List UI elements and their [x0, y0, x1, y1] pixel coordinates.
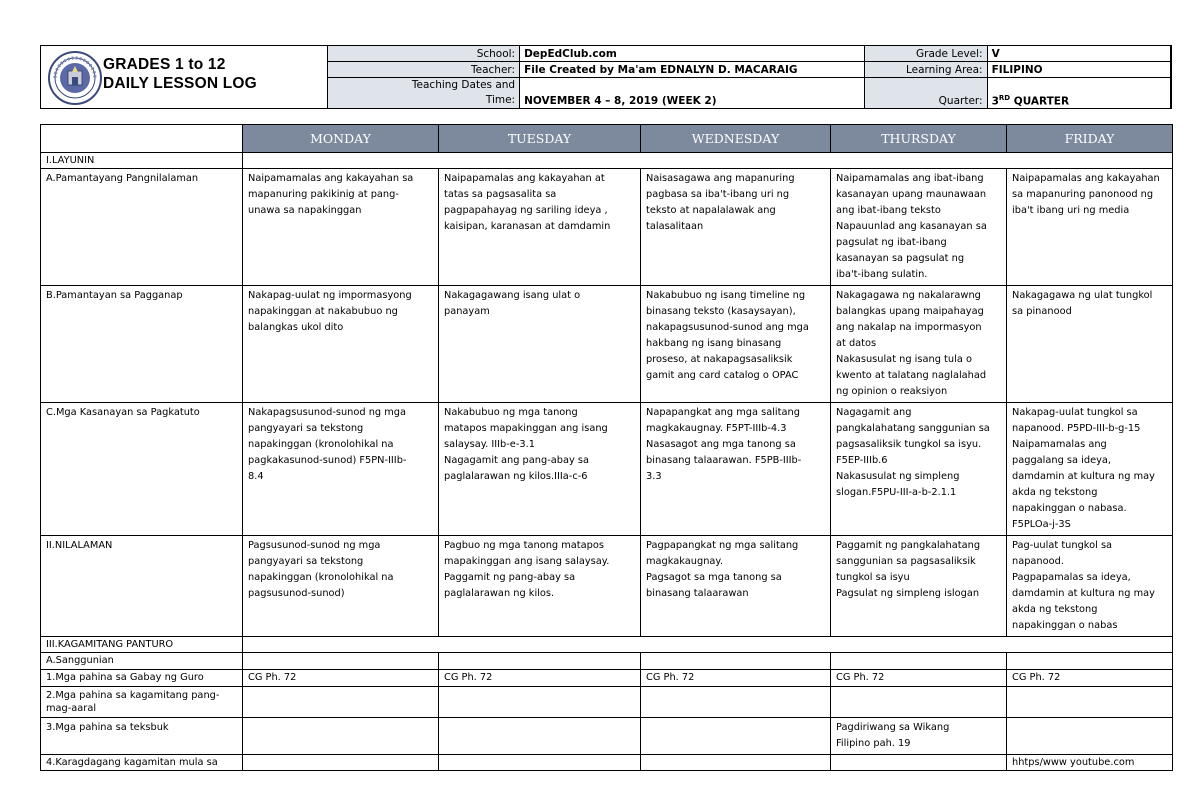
row-karagdagang [41, 755, 1173, 771]
cell-gg-wednesday: CG Ph. 72 [641, 670, 831, 687]
cell-pp-thursday [831, 169, 1007, 286]
days-header-row [41, 125, 1173, 153]
cell-line: talasalitaan [646, 221, 704, 232]
cell-line: Pagbuo ng mga tanong matapos [444, 540, 604, 551]
row-kagamitang-mag-aaral [41, 687, 1173, 718]
cell-ks-thursday [831, 403, 1007, 536]
cell-line: napakinggan o nabasa. [1012, 503, 1127, 514]
cell-line: napakinggan (kronolohikal na [248, 439, 394, 450]
layunin-span [243, 153, 1173, 169]
cell-sg-friday [1007, 653, 1173, 670]
cell-line: balangkas upang maipahayag [836, 306, 984, 317]
cell-line: Naipapamalas ang kakayahan at [444, 173, 605, 184]
quarter-value [987, 78, 1170, 109]
cell-line: paggalang sa ideya, [1012, 455, 1112, 466]
cell-line: Pagpapamalas sa ideya, [1012, 572, 1131, 583]
cell-nl-wednesday [641, 536, 831, 637]
cell-line: Napauunlad ang kasanayan sa [836, 221, 987, 232]
cell-line: pagsasaliksik tungkol sa isyu. [836, 439, 982, 450]
kagamitang-panturo-label: III.KAGAMITANG PANTURO [41, 637, 243, 653]
cell-sg-tuesday [439, 653, 641, 670]
cell-line: napakinggan o nabas [1012, 620, 1118, 631]
cell-gg-thursday: CG Ph. 72 [831, 670, 1007, 687]
cell-line: balangkas ukol dito [248, 322, 344, 333]
lesson-log-header [40, 45, 1172, 109]
row-sanggunian [41, 653, 1173, 670]
cell-line: paglalarawan ng kilos. [444, 588, 555, 599]
cell-line: Nakasusulat ng isang tula o [836, 354, 972, 365]
kagamitang-mag-aaral-label-line2: mag-aaral [46, 703, 97, 714]
cell-line: napanood. [1012, 556, 1064, 567]
cell-kg-friday: hhtps/www youtube.com [1007, 755, 1173, 771]
cell-line: gamit ang card catalog o OPAC [646, 370, 799, 381]
sanggunian-label: A.Sanggunian [41, 653, 243, 670]
cell-line: proseso, at nakapagsasaliksik [646, 354, 793, 365]
quarter-label: Quarter: [864, 78, 987, 109]
cell-ks-monday [243, 403, 439, 536]
cell-gg-tuesday: CG Ph. 72 [439, 670, 641, 687]
cell-line: iba't-ibang sulatin. [836, 269, 928, 280]
grade-level-value: V [987, 46, 1170, 62]
cell-line: matapos mapakinggan ang isang [444, 423, 608, 434]
row-layunin [41, 153, 1173, 169]
cell-line: Nakagagawa ng nakalarawng [836, 290, 981, 301]
cell-line: sa mapanuring panonood ng [1012, 189, 1154, 200]
cell-line: pangyayari sa tekstong [248, 423, 364, 434]
cell-line: magkakaugnay. F5PT-IIIb-4.3 [646, 423, 787, 434]
cell-line: mapakinggan ang isang salaysay. [444, 556, 610, 567]
cell-line: paglalarawan ng kilos.IIIa-c-6 [444, 471, 588, 482]
cell-kg-thursday [831, 755, 1007, 771]
cell-line: Paggamit ng pang-abay sa [444, 572, 576, 583]
cell-km-monday [243, 687, 439, 718]
cell-line: kaisipan, karanasan at damdamin [444, 221, 611, 232]
cell-nl-tuesday [439, 536, 641, 637]
cell-line: tungkol sa isyu [836, 572, 910, 583]
cell-line: Nagagamit ang [836, 407, 912, 418]
learning-area-label: Learning Area: [864, 62, 987, 78]
cell-line: Pagpapangkat ng mga salitang [646, 540, 799, 551]
pamantayan-sa-pagganap-label: B.Pamantayan sa Pagganap [41, 286, 243, 403]
cell-line: Nakapag-uulat tungkol sa [1012, 407, 1138, 418]
cell-psp-thursday [831, 286, 1007, 403]
cell-line: Pagsagot sa mga tanong sa [646, 572, 782, 583]
cell-line: Nasasagot ang mga tanong sa [646, 439, 796, 450]
kagamitang-mag-aaral-label [41, 687, 243, 718]
school-label: School: [328, 46, 520, 62]
cell-line: pagkakasunod-sunod) F5PN-IIIb- [248, 455, 407, 466]
teaching-dates-label [328, 78, 520, 109]
cell-line: pagbasa sa iba't-ibang uri ng [646, 189, 790, 200]
cell-line: salaysay. IIIb-e-3.1 [444, 439, 535, 450]
cell-line: damdamin at kultura ng may [1012, 588, 1155, 599]
cell-line: 3.3 [646, 471, 662, 482]
cell-line: kasanayan sa pagsulat ng [836, 253, 965, 264]
cell-line: Pagsusunod-sunod ng mga [248, 540, 381, 551]
cell-line: Naisasagawa ang mapanuring [646, 173, 795, 184]
row-pamantayan-sa-pagganap [41, 286, 1173, 403]
cell-tb-thursday [831, 718, 1007, 755]
cell-line: binasang talaarawan. F5PB-IIIb- [646, 455, 802, 466]
cell-line: unawa sa napakinggan [248, 205, 362, 216]
teaching-dates-label-line1: Teaching Dates and [411, 79, 516, 91]
karagdagang-label: 4.Karagdagang kagamitan mula sa [41, 755, 243, 771]
cell-line: Nagagamit ang pang-abay sa [444, 455, 589, 466]
cell-pp-tuesday [439, 169, 641, 286]
row-gabay-guro [41, 670, 1173, 687]
cell-line: ang nakalap na impormasyon [836, 322, 982, 333]
cell-line: Nakabubuo ng mga tanong [444, 407, 578, 418]
cell-line: slogan.F5PU-III-a-b-2.1.1 [836, 487, 957, 498]
cell-line: iba't ibang uri ng media [1012, 205, 1130, 216]
brand-block [41, 46, 327, 108]
cell-line: Naipamamalas ang [1012, 439, 1107, 450]
row-nilalaman [41, 536, 1173, 637]
cell-line: akda ng tekstong [1012, 604, 1098, 615]
row-kasanayan [41, 403, 1173, 536]
cell-km-wednesday [641, 687, 831, 718]
learning-area-value: FILIPINO [987, 62, 1170, 78]
quarter-superscript: RD [998, 93, 1011, 102]
day-wednesday: WEDNESDAY [641, 125, 831, 153]
cell-line: Naipapamalas ang kakayahan [1012, 173, 1160, 184]
kagamitang-panturo-span [243, 637, 1173, 653]
cell-line: Nakapagsusunod-sunod ng mga [248, 407, 407, 418]
day-friday: FRIDAY [1007, 125, 1173, 153]
header-info-table [327, 45, 1171, 109]
cell-line: hakbang ng isang binasang [646, 338, 782, 349]
cell-line: binasang talaarawan [646, 588, 749, 599]
nilalaman-label: II.NILALAMAN [41, 536, 243, 637]
cell-line: binasang teksto (kasaysayan), [646, 306, 796, 317]
quarter-number: 3 [991, 95, 999, 107]
cell-pp-monday [243, 169, 439, 286]
cell-line: F5EP-IIIb.6 [836, 455, 888, 466]
cell-line: Naipamamalas ang kakayahan sa [248, 173, 414, 184]
quarter-word: QUARTER [1013, 95, 1070, 107]
cell-psp-friday [1007, 286, 1173, 403]
school-value: DepEdClub.com [520, 46, 864, 62]
cell-line: ng opinion o reaksiyon [836, 386, 948, 397]
day-tuesday: TUESDAY [439, 125, 641, 153]
cell-line: Nakasusulat ng simpleng [836, 471, 960, 482]
cell-psp-monday [243, 286, 439, 403]
day-monday: MONDAY [243, 125, 439, 153]
cell-gg-friday: CG Ph. 72 [1007, 670, 1173, 687]
teksbuk-thursday-line2: Filipino pah. 19 [836, 738, 911, 749]
cell-nl-monday [243, 536, 439, 637]
cell-line: F5PLOa-j-3S [1012, 519, 1071, 530]
cell-tb-tuesday [439, 718, 641, 755]
deped-seal-icon [47, 50, 103, 106]
cell-line: napakinggan (kronolohikal na [248, 572, 394, 583]
title-grades: GRADES 1 to 12 [103, 56, 226, 73]
cell-line: nakapagsusunod-sunod ang mga [646, 322, 809, 333]
cell-nl-thursday [831, 536, 1007, 637]
cell-line: Nakapag-uulat ng impormasyong [248, 290, 412, 301]
row-pamantayang-pangnilalaman [41, 169, 1173, 286]
cell-line: Nakabubuo ng isang timeline ng [646, 290, 806, 301]
cell-nl-friday [1007, 536, 1173, 637]
cell-kg-tuesday [439, 755, 641, 771]
cell-ks-friday [1007, 403, 1173, 536]
cell-line: Napapangkat ang mga salitang [646, 407, 800, 418]
title-daily-lesson-log: DAILY LESSON LOG [103, 75, 257, 92]
cell-line: pagsulat ng ibat-ibang [836, 237, 947, 248]
cell-psp-tuesday [439, 286, 641, 403]
kasanayan-label: C.Mga Kasanayan sa Pagkatuto [41, 403, 243, 536]
cell-pp-wednesday [641, 169, 831, 286]
cell-ks-wednesday [641, 403, 831, 536]
cell-line: napanood. P5PD-III-b-g-15 [1012, 423, 1141, 434]
cell-gg-monday: CG Ph. 72 [243, 670, 439, 687]
teacher-label: Teacher: [328, 62, 520, 78]
corner-cell [41, 125, 243, 153]
cell-line: panayam [444, 306, 490, 317]
gabay-guro-label: 1.Mga pahina sa Gabay ng Guro [41, 670, 243, 687]
teksbuk-label: 3.Mga pahina sa teksbuk [41, 718, 243, 755]
cell-line: pagpapahayag ng sariling ideya , [444, 205, 608, 216]
cell-line: napakinggan at nakabubuo ng [248, 306, 398, 317]
cell-line: at datos [836, 338, 877, 349]
kagamitang-mag-aaral-label-line1: 2.Mga pahina sa kagamitang pang- [46, 690, 220, 701]
cell-line: pangyayari sa tekstong [248, 556, 364, 567]
cell-psp-wednesday [641, 286, 831, 403]
day-thursday: THURSDAY [831, 125, 1007, 153]
cell-line: akda ng tekstong [1012, 487, 1098, 498]
cell-km-thursday [831, 687, 1007, 718]
cell-km-tuesday [439, 687, 641, 718]
row-kagamitang-panturo [41, 637, 1173, 653]
teaching-dates-value: NOVEMBER 4 – 8, 2019 (WEEK 2) [520, 78, 864, 109]
daily-lesson-log-table [40, 124, 1173, 771]
cell-line: teksto at napalalawak ang [646, 205, 776, 216]
cell-line: mapanuring pakikinig at pang- [248, 189, 399, 200]
cell-line: sa pinanood [1012, 306, 1072, 317]
cell-line: Nakagagawa ng ulat tungkol [1012, 290, 1153, 301]
teaching-dates-label-line2: Time: [485, 94, 516, 106]
cell-kg-wednesday [641, 755, 831, 771]
cell-line: 8.4 [248, 471, 264, 482]
cell-sg-wednesday [641, 653, 831, 670]
pamantayang-pangnilalaman-label: A.Pamantayang Pangnilalaman [41, 169, 243, 286]
layunin-label: I.LAYUNIN [41, 153, 243, 169]
cell-line: ang ibat-ibang teksto [836, 205, 941, 216]
cell-pp-friday [1007, 169, 1173, 286]
cell-tb-friday [1007, 718, 1173, 755]
cell-tb-wednesday [641, 718, 831, 755]
cell-line: Naipamamalas ang ibat-ibang [836, 173, 984, 184]
cell-line: damdamin at kultura ng may [1012, 471, 1155, 482]
cell-tb-monday [243, 718, 439, 755]
cell-sg-monday [243, 653, 439, 670]
cell-line: magkakaugnay. [646, 556, 723, 567]
cell-line: sanggunian sa pagsasaliksik [836, 556, 976, 567]
cell-line: Pag-uulat tungkol sa [1012, 540, 1113, 551]
cell-line: Paggamit ng pangkalahatang [836, 540, 981, 551]
cell-line: pangkalahatang sanggunian sa [836, 423, 990, 434]
cell-line: Nakagagawang isang ulat o [444, 290, 581, 301]
cell-sg-thursday [831, 653, 1007, 670]
cell-line: tatas sa pagsasalita sa [444, 189, 557, 200]
cell-line: Pagsulat ng simpleng islogan [836, 588, 980, 599]
teacher-value: File Created by Ma'am EDNALYN D. MACARAIG [520, 62, 864, 78]
cell-kg-monday [243, 755, 439, 771]
cell-line: kwento at talatang naglalahad [836, 370, 987, 381]
grade-level-label: Grade Level: [864, 46, 987, 62]
row-teksbuk [41, 718, 1173, 755]
cell-km-friday [1007, 687, 1173, 718]
teksbuk-thursday-line1: Pagdiriwang sa Wikang [836, 722, 950, 733]
cell-ks-tuesday [439, 403, 641, 536]
cell-line: pagsusunod-sunod) [248, 588, 345, 599]
cell-line: kasanayan upang maunawaan [836, 189, 987, 200]
